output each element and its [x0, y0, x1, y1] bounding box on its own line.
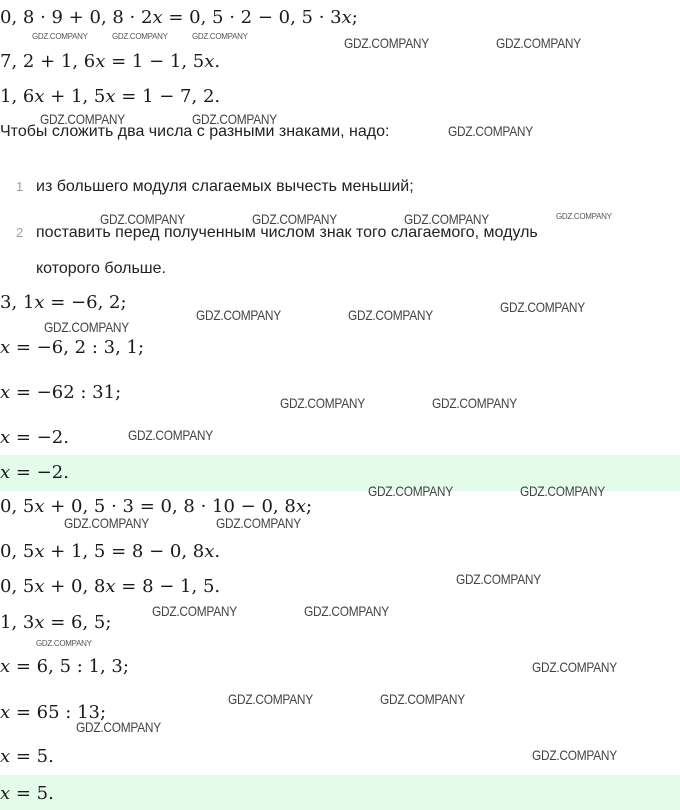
- watermark: GDZ.COMPANY: [432, 395, 517, 411]
- equation-line: x = 5.: [0, 746, 54, 767]
- watermark: GDZ.COMPANY: [456, 571, 541, 587]
- watermark: GDZ.COMPANY: [280, 395, 365, 411]
- watermark: GDZ.COMPANY: [368, 483, 453, 499]
- rule-item-text-continued: которого больше.: [36, 260, 166, 277]
- watermark: GDZ.COMPANY: [496, 35, 581, 51]
- watermark: GDZ.COMPANY: [556, 212, 612, 221]
- watermark: GDZ.COMPANY: [76, 719, 161, 735]
- rule-intro: Чтобы сложить два числа с разными знаками, надо:: [0, 123, 390, 140]
- watermark: GDZ.COMPANY: [192, 111, 277, 127]
- watermark: GDZ.COMPANY: [32, 32, 88, 41]
- answer-highlight: [0, 775, 680, 810]
- watermark: GDZ.COMPANY: [192, 32, 248, 41]
- equation-line: 1, 3x = 6, 5;: [0, 612, 112, 633]
- watermark: GDZ.COMPANY: [520, 483, 605, 499]
- watermark: GDZ.COMPANY: [380, 691, 465, 707]
- watermark: GDZ.COMPANY: [196, 307, 281, 323]
- rule-item-text: поставить перед полученным числом знак того слагаемого, модуль: [36, 224, 538, 241]
- watermark: GDZ.COMPANY: [500, 299, 585, 315]
- answer-line: x = 5.: [0, 783, 54, 804]
- watermark: GDZ.COMPANY: [128, 427, 213, 443]
- watermark: GDZ.COMPANY: [532, 747, 617, 763]
- equation-line: x = 6, 5 : 1, 3;: [0, 656, 129, 677]
- rule-item-number: 2: [16, 225, 24, 240]
- watermark: GDZ.COMPANY: [228, 691, 313, 707]
- watermark: GDZ.COMPANY: [152, 603, 237, 619]
- rule-item-number: 1: [16, 179, 24, 194]
- watermark: GDZ.COMPANY: [532, 659, 617, 675]
- watermark: GDZ.COMPANY: [40, 111, 125, 127]
- watermark: GDZ.COMPANY: [36, 639, 92, 648]
- equation-line: 0, 5x + 0, 8x = 8 − 1, 5.: [0, 576, 221, 597]
- watermark: GDZ.COMPANY: [348, 307, 433, 323]
- watermark: GDZ.COMPANY: [44, 319, 129, 335]
- equation-line: x = −6, 2 : 3, 1;: [0, 337, 145, 358]
- watermark: GDZ.COMPANY: [448, 123, 533, 139]
- watermark: GDZ.COMPANY: [216, 515, 301, 531]
- equation-line: 3, 1x = −6, 2;: [0, 292, 127, 313]
- watermark: GDZ.COMPANY: [252, 211, 337, 227]
- watermark: GDZ.COMPANY: [112, 32, 168, 41]
- watermark: GDZ.COMPANY: [64, 515, 149, 531]
- watermark: GDZ.COMPANY: [404, 211, 489, 227]
- equation-line: 7, 2 + 1, 6x = 1 − 1, 5x.: [0, 51, 221, 72]
- watermark: GDZ.COMPANY: [304, 603, 389, 619]
- watermark: GDZ.COMPANY: [344, 35, 429, 51]
- rule-item-text: из большего модуля слагаемых вычесть меньший;: [36, 178, 414, 195]
- equation-line: x = −2.: [0, 427, 69, 448]
- equation-line: x = 65 : 13;: [0, 702, 107, 723]
- equation-line: 1, 6x + 1, 5x = 1 − 7, 2.: [0, 86, 221, 107]
- equation-line: 0, 5x + 1, 5 = 8 − 0, 8x.: [0, 541, 221, 562]
- equation-line: x = −62 : 31;: [0, 382, 122, 403]
- watermark: GDZ.COMPANY: [100, 211, 185, 227]
- equation-line: 0, 8 · 9 + 0, 8 · 2x = 0, 5 · 2 − 0, 5 · 3x;: [0, 7, 358, 28]
- answer-line: x = −2.: [0, 462, 69, 483]
- equation-line: 0, 5x + 0, 5 · 3 = 0, 8 · 10 − 0, 8x;: [0, 496, 313, 517]
